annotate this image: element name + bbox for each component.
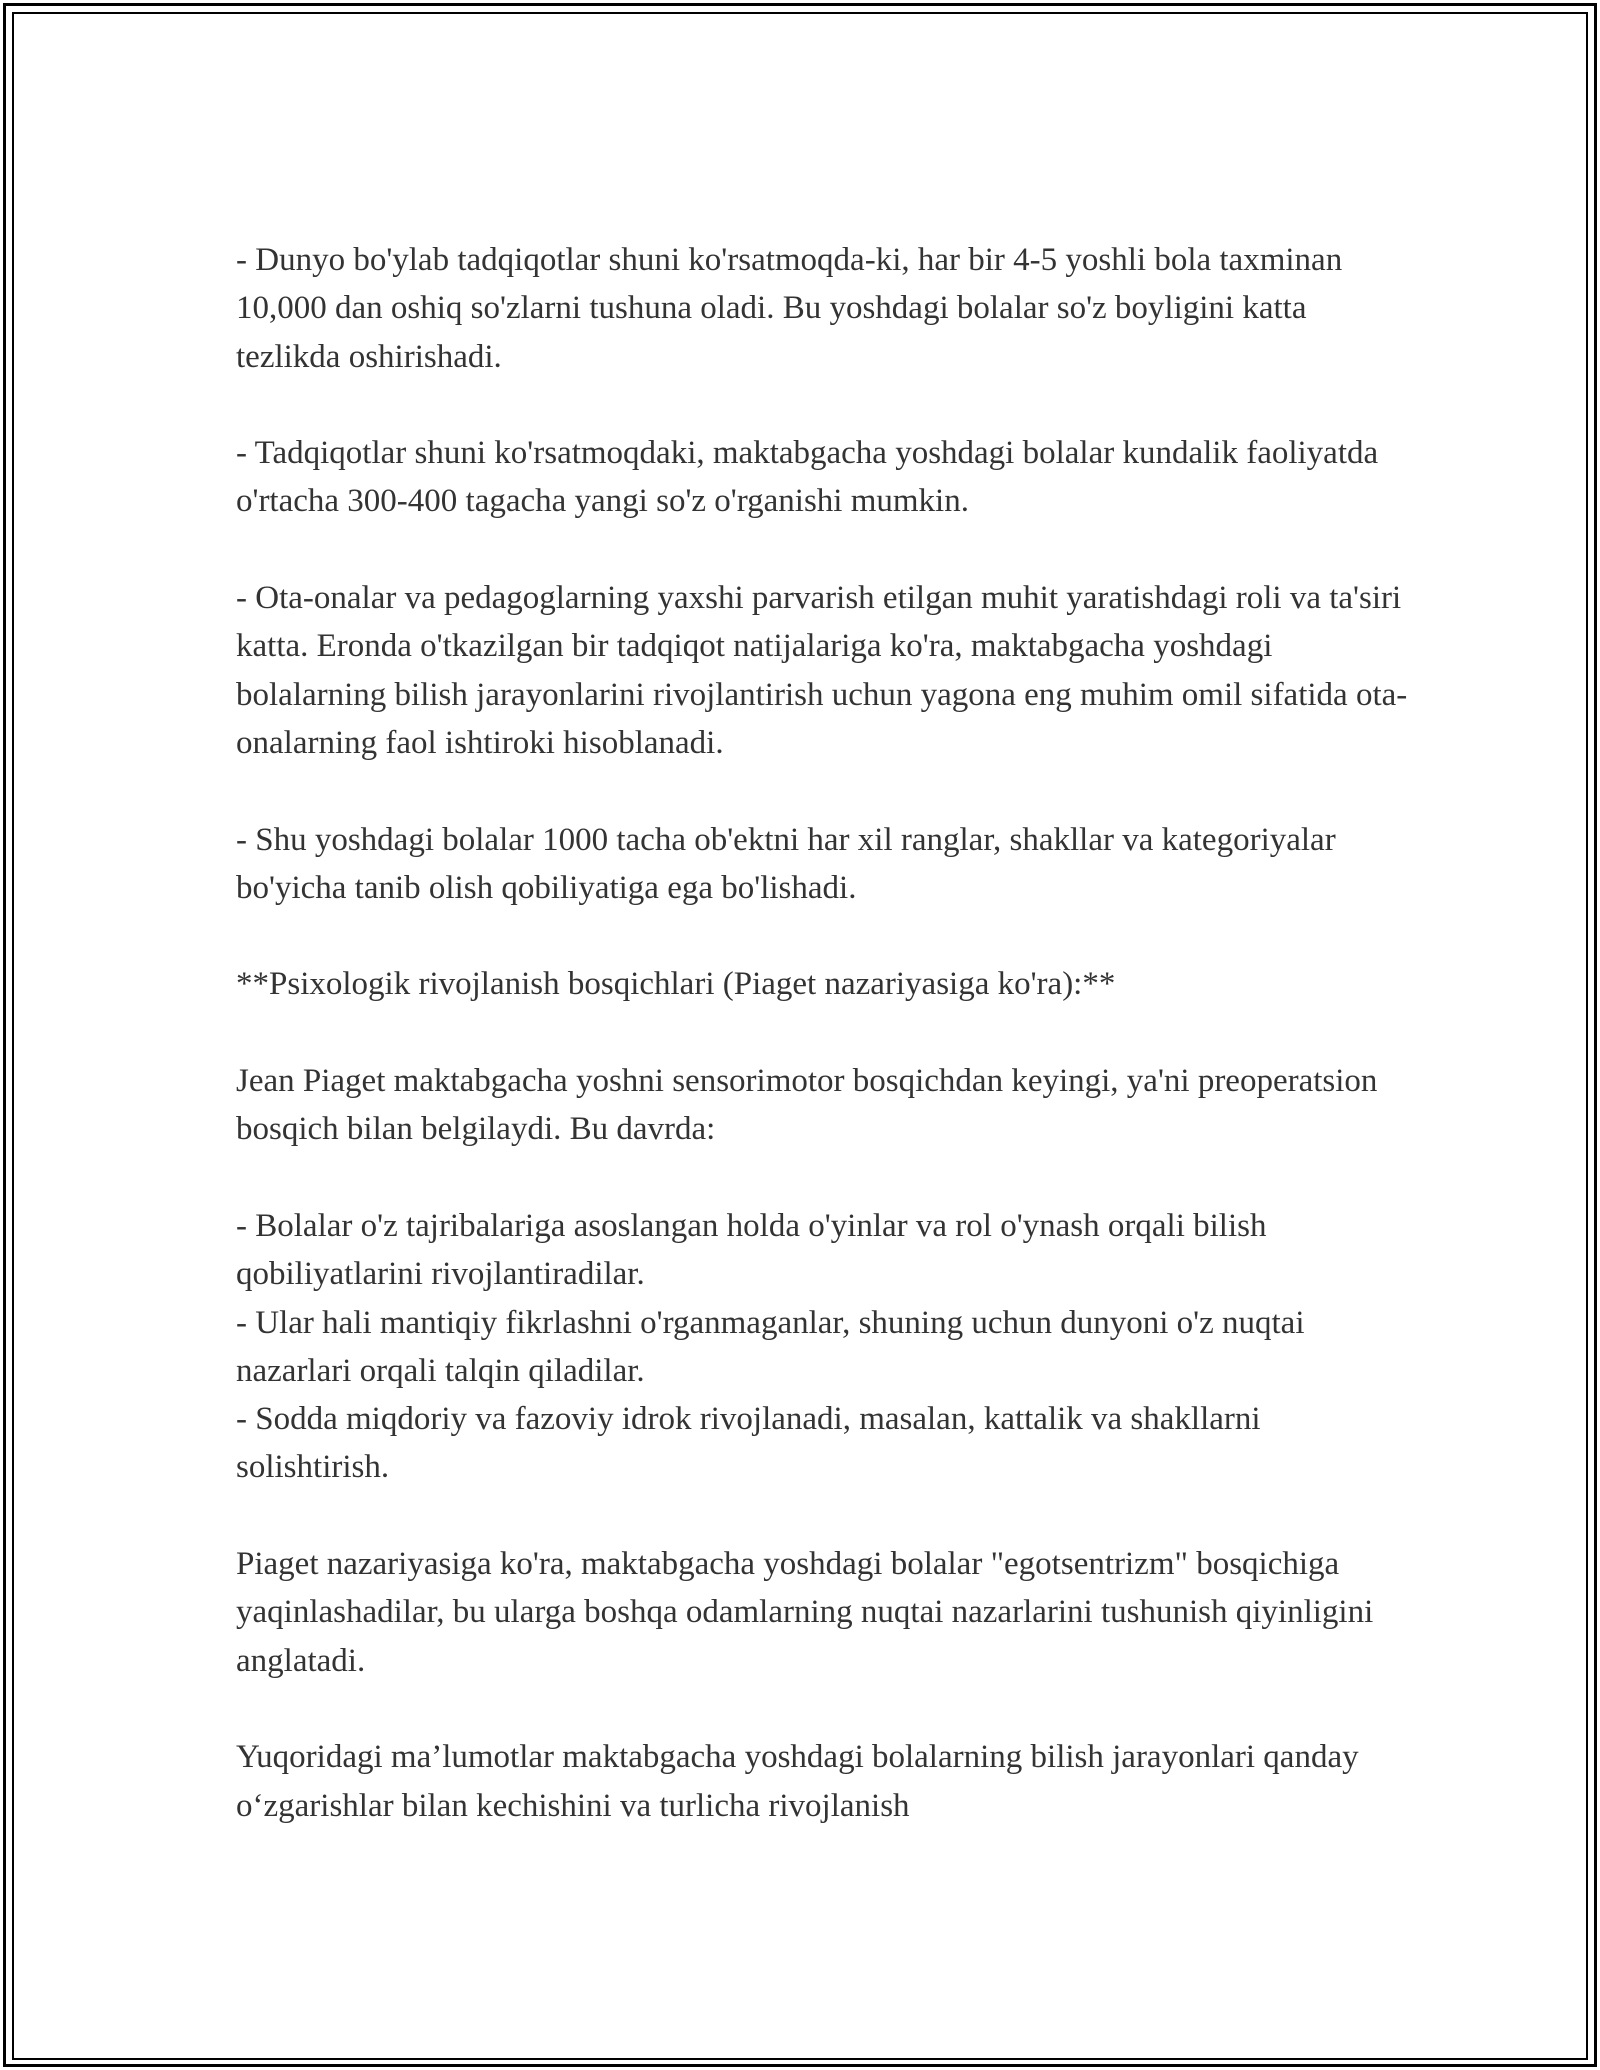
paragraph-daily-new-words: - Tadqiqotlar shuni ko'rsatmoqdaki, maktabgacha yoshdagi bolalar kundalik faoliyatda o'rtacha 300-400 tagacha yangi so'z o'rganishi mumkin.	[236, 435, 1379, 520]
paragraph-vocabulary-size: - Dunyo bo'ylab tadqiqotlar shuni ko'rsatmoqda-ki, har bir 4-5 yoshli bola taxminan 10,000 dan oshiq so'zlarni tushuna oladi. Bu yoshdagi bolalar so'z boyligini katta tezlikda oshirishadi.	[236, 242, 1343, 375]
paragraph-egocentrism: Piaget nazariyasiga ko'ra, maktabgacha yoshdagi bolalar "egotsentrizm" bosqichiga yaqinlashadilar, bu ularga boshqa odamlarning nuqtai nazarlarini tushunish qiyinligini anglatadi.	[236, 1546, 1374, 1679]
list-item-logical-thinking: - Ular hali mantiqiy fikrlashni o'rganmaganlar, shuning uchun dunyoni o'z nuqtai nazarlari orqali talqin qiladilar.	[236, 1304, 1305, 1389]
section-heading-piaget: **Psixologik rivojlanish bosqichlari (Piaget nazariyasiga ko'ra):**	[236, 966, 1116, 1003]
paragraph-conclusion: Yuqoridagi ma’lumotlar maktabgacha yoshdagi bolalarning bilish jarayonlari qanday o‘zgarishlar bilan kechishini va turlicha rivojlanish	[236, 1739, 1359, 1824]
list-item-play-roles: - Bolalar o'z tajribalariga asoslangan holda o'yinlar va rol o'ynash orqali bilish qobiliyatlarini rivojlantiradilar.	[236, 1207, 1267, 1293]
paragraph-parents-role: - Ota-onalar va pedagoglarning yaxshi parvarish etilgan muhit yaratishdagi roli va ta'siri katta. Eronda o'tkazilgan bir tadqiqot natijalariga ko'ra, maktabgacha yoshdagi bolalarning bilish jarayonlarini rivojlantirish uchun yagona eng muhim omil sifatida ota-onalarning faol ishtiroki hisoblanadi.	[236, 580, 1408, 761]
document-body	[236, 236, 1416, 1878]
list-item-quantitative-spatial: - Sodda miqdoriy va fazoviy idrok rivojlanadi, masalan, kattalik va shakllarni solishtirish.	[236, 1401, 1261, 1486]
paragraph-piaget-intro: Jean Piaget maktabgacha yoshni sensorimotor bosqichdan keyingi, ya'ni preoperatsion bosqich bilan belgilaydi. Bu davrda:	[236, 1063, 1378, 1148]
paragraph-object-recognition: - Shu yoshdagi bolalar 1000 tacha ob'ektni har xil ranglar, shakllar va kategoriyalar bo'yicha tanib olish qobiliyatiga ega bo'lishadi.	[236, 821, 1336, 906]
